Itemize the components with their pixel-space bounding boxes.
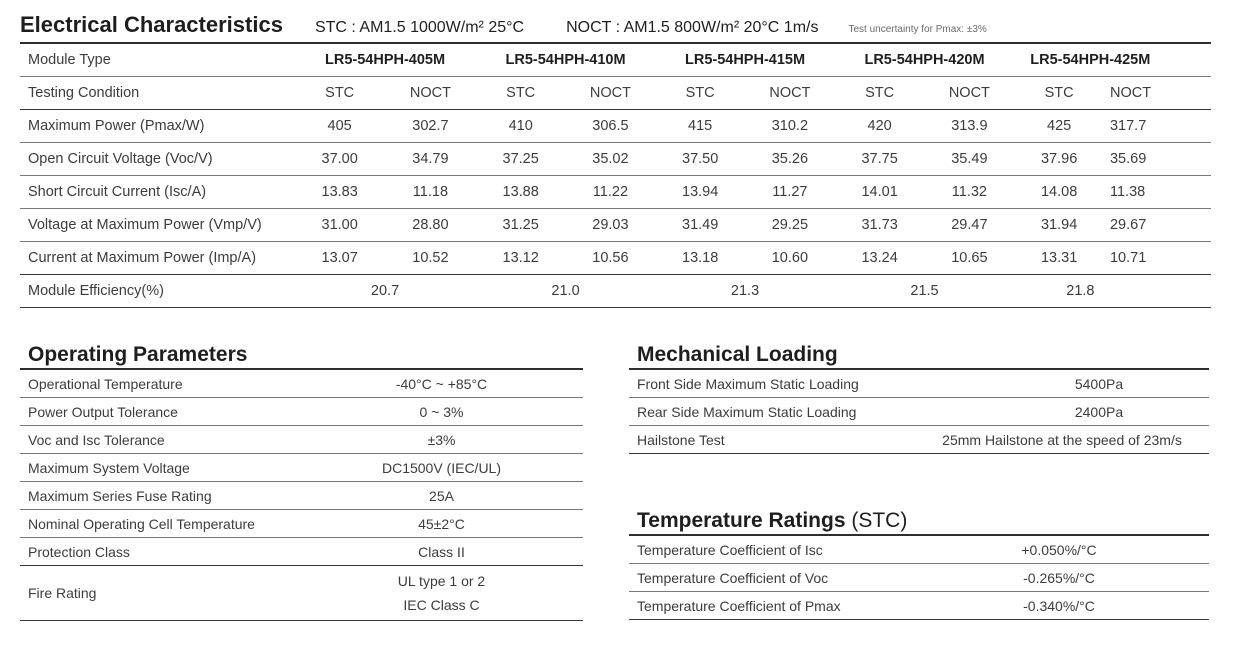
temperature-subtitle: (STC) [851, 509, 908, 532]
stc-value: 13.83 [294, 176, 385, 209]
noct-header: NOCT [566, 77, 656, 110]
mechanical-table [629, 370, 1209, 454]
noct-value: 10.56 [566, 242, 656, 275]
mechanical-row [629, 398, 1209, 426]
electrical-characteristics-section [20, 12, 1211, 308]
operating-title: Operating Parameters [28, 343, 248, 366]
mechanical-row [629, 426, 1209, 454]
testing-condition-row [20, 77, 1211, 110]
mechanical-row [629, 370, 1209, 398]
noct-value: 10.65 [925, 242, 1015, 275]
electrical-data-row [20, 176, 1211, 209]
temperature-ratings-section [629, 507, 1209, 620]
noct-value: 317.7 [1104, 110, 1211, 143]
noct-value: 11.22 [566, 176, 656, 209]
temperature-table [629, 536, 1209, 620]
stc-value: 37.00 [294, 143, 385, 176]
temperature-label: Temperature Coefficient of Voc [629, 564, 959, 592]
efficiency-value: 21.0 [476, 275, 655, 308]
operating-label: Protection Class [20, 538, 300, 566]
efficiency-value: 21.3 [655, 275, 834, 308]
operating-value: Class II [300, 538, 583, 566]
noct-value: 11.18 [385, 176, 476, 209]
stc-value: 13.24 [835, 242, 925, 275]
stc-value: 31.25 [476, 209, 566, 242]
noct-value: 310.2 [745, 110, 835, 143]
operating-row [20, 370, 583, 398]
stc-value: 13.31 [1014, 242, 1104, 275]
temperature-value: +0.050%/°C [959, 536, 1159, 564]
operating-label: Maximum System Voltage [20, 454, 300, 482]
stc-value: 31.73 [835, 209, 925, 242]
mechanical-title: Mechanical Loading [637, 343, 838, 366]
operating-label: Operational Temperature [20, 370, 300, 398]
efficiency-value: 21.5 [835, 275, 1014, 308]
temperature-title: Temperature Ratings [637, 509, 846, 532]
noct-value: 29.67 [1104, 209, 1211, 242]
stc-value: 31.49 [655, 209, 745, 242]
mechanical-label: Rear Side Maximum Static Loading [629, 398, 929, 426]
stc-value: 13.12 [476, 242, 566, 275]
noct-value: 35.49 [925, 143, 1015, 176]
mechanical-value: 2400Pa [929, 398, 1209, 426]
operating-value: ±3% [300, 426, 583, 454]
noct-value: 35.02 [566, 143, 656, 176]
noct-value: 35.26 [745, 143, 835, 176]
temperature-spacer [1159, 536, 1209, 564]
model-name: LR5-54HPH-425M [1014, 44, 1211, 77]
temperature-rows [629, 536, 1209, 620]
operating-row [20, 426, 583, 454]
stc-value: 37.25 [476, 143, 566, 176]
operating-label: Voc and Isc Tolerance [20, 426, 300, 454]
noct-value: 35.69 [1104, 143, 1211, 176]
stc-value: 425 [1014, 110, 1104, 143]
stc-header: STC [1014, 77, 1104, 110]
model-name: LR5-54HPH-420M [835, 44, 1014, 77]
fire-rating-value [300, 566, 583, 621]
temperature-label: Temperature Coefficient of Pmax [629, 592, 959, 620]
stc-header: STC [476, 77, 566, 110]
noct-header: NOCT [925, 77, 1015, 110]
efficiency-value: 20.7 [294, 275, 476, 308]
operating-label: Power Output Tolerance [20, 398, 300, 426]
mechanical-rows [629, 370, 1209, 454]
stc-value: 13.07 [294, 242, 385, 275]
temperature-spacer [1159, 564, 1209, 592]
parameter-label: Maximum Power (Pmax/W) [20, 110, 294, 143]
stc-value: 405 [294, 110, 385, 143]
electrical-data-row [20, 143, 1211, 176]
fire-rating-line1: UL type 1 or 2 [397, 573, 486, 589]
stc-value: 37.75 [835, 143, 925, 176]
stc-value: 13.94 [655, 176, 745, 209]
stc-value: 14.01 [835, 176, 925, 209]
operating-parameters-section [20, 341, 583, 621]
electrical-data-row [20, 242, 1211, 275]
temperature-spacer [1159, 592, 1209, 620]
noct-value: 10.52 [385, 242, 476, 275]
stc-value: 415 [655, 110, 745, 143]
noct-header: NOCT [385, 77, 476, 110]
temperature-row [629, 536, 1209, 564]
noct-value: 306.5 [566, 110, 656, 143]
stc-value: 31.94 [1014, 209, 1104, 242]
noct-condition: NOCT : AM1.5 800W/m² 20°C 1m/s [566, 19, 819, 36]
mechanical-value: 25mm Hailstone at the speed of 23m/s [929, 426, 1209, 454]
noct-header: NOCT [1104, 77, 1211, 110]
operating-table [20, 370, 583, 621]
temperature-value: -0.265%/°C [959, 564, 1159, 592]
stc-value: 37.50 [655, 143, 745, 176]
operating-value: -40°C ~ +85°C [300, 370, 583, 398]
efficiency-row [20, 275, 1211, 308]
electrical-title-row [20, 12, 1211, 42]
noct-value: 10.71 [1104, 242, 1211, 275]
efficiency-value: 21.8 [1014, 275, 1211, 308]
mechanical-loading-section [629, 341, 1209, 454]
noct-value: 11.32 [925, 176, 1015, 209]
fire-rating-line2: IEC Class C [403, 597, 480, 613]
stc-value: 410 [476, 110, 566, 143]
noct-value: 11.38 [1104, 176, 1211, 209]
noct-header: NOCT [745, 77, 835, 110]
module-type-label: Module Type [20, 44, 294, 77]
model-name: LR5-54HPH-415M [655, 44, 834, 77]
parameter-label: Short Circuit Current (Isc/A) [20, 176, 294, 209]
stc-value: 420 [835, 110, 925, 143]
mechanical-value: 5400Pa [929, 370, 1209, 398]
temperature-row [629, 564, 1209, 592]
noct-value: 34.79 [385, 143, 476, 176]
mechanical-label: Front Side Maximum Static Loading [629, 370, 929, 398]
temperature-label: Temperature Coefficient of Isc [629, 536, 959, 564]
uncertainty-note: Test uncertainty for Pmax: ±3% [848, 24, 987, 35]
operating-label: Maximum Series Fuse Rating [20, 482, 300, 510]
electrical-data-rows [20, 110, 1211, 275]
operating-label: Nominal Operating Cell Temperature [20, 510, 300, 538]
noct-value: 28.80 [385, 209, 476, 242]
testing-condition-label: Testing Condition [20, 77, 294, 110]
temperature-title-row [629, 507, 1209, 534]
operating-value: 25A [300, 482, 583, 510]
noct-value: 302.7 [385, 110, 476, 143]
model-name: LR5-54HPH-410M [476, 44, 655, 77]
model-name: LR5-54HPH-405M [294, 44, 476, 77]
noct-value: 313.9 [925, 110, 1015, 143]
operating-rows [20, 370, 583, 566]
fire-rating-label: Fire Rating [20, 566, 300, 621]
operating-value: 0 ~ 3% [300, 398, 583, 426]
operating-row [20, 454, 583, 482]
noct-value: 10.60 [745, 242, 835, 275]
stc-value: 13.88 [476, 176, 566, 209]
stc-value: 13.18 [655, 242, 745, 275]
noct-value: 11.27 [745, 176, 835, 209]
operating-value: 45±2°C [300, 510, 583, 538]
noct-value: 29.25 [745, 209, 835, 242]
stc-condition: STC : AM1.5 1000W/m² 25°C [314, 19, 525, 36]
operating-value: DC1500V (IEC/UL) [300, 454, 583, 482]
mechanical-label: Hailstone Test [629, 426, 929, 454]
operating-row [20, 398, 583, 426]
temperature-row [629, 592, 1209, 620]
electrical-data-row [20, 110, 1211, 143]
electrical-table [20, 44, 1211, 308]
noct-value: 29.47 [925, 209, 1015, 242]
module-type-row [20, 44, 1211, 77]
electrical-title: Electrical Characteristics [20, 12, 283, 37]
efficiency-label: Module Efficiency(%) [20, 275, 294, 308]
operating-row [20, 510, 583, 538]
parameter-label: Open Circuit Voltage (Voc/V) [20, 143, 294, 176]
stc-value: 31.00 [294, 209, 385, 242]
stc-header: STC [294, 77, 385, 110]
parameter-label: Current at Maximum Power (Imp/A) [20, 242, 294, 275]
stc-value: 37.96 [1014, 143, 1104, 176]
operating-row [20, 538, 583, 566]
stc-value: 14.08 [1014, 176, 1104, 209]
stc-header: STC [655, 77, 745, 110]
operating-row [20, 482, 583, 510]
stc-header: STC [835, 77, 925, 110]
electrical-data-row [20, 209, 1211, 242]
fire-rating-row [20, 566, 583, 621]
parameter-label: Voltage at Maximum Power (Vmp/V) [20, 209, 294, 242]
temperature-value: -0.340%/°C [959, 592, 1159, 620]
noct-value: 29.03 [566, 209, 656, 242]
